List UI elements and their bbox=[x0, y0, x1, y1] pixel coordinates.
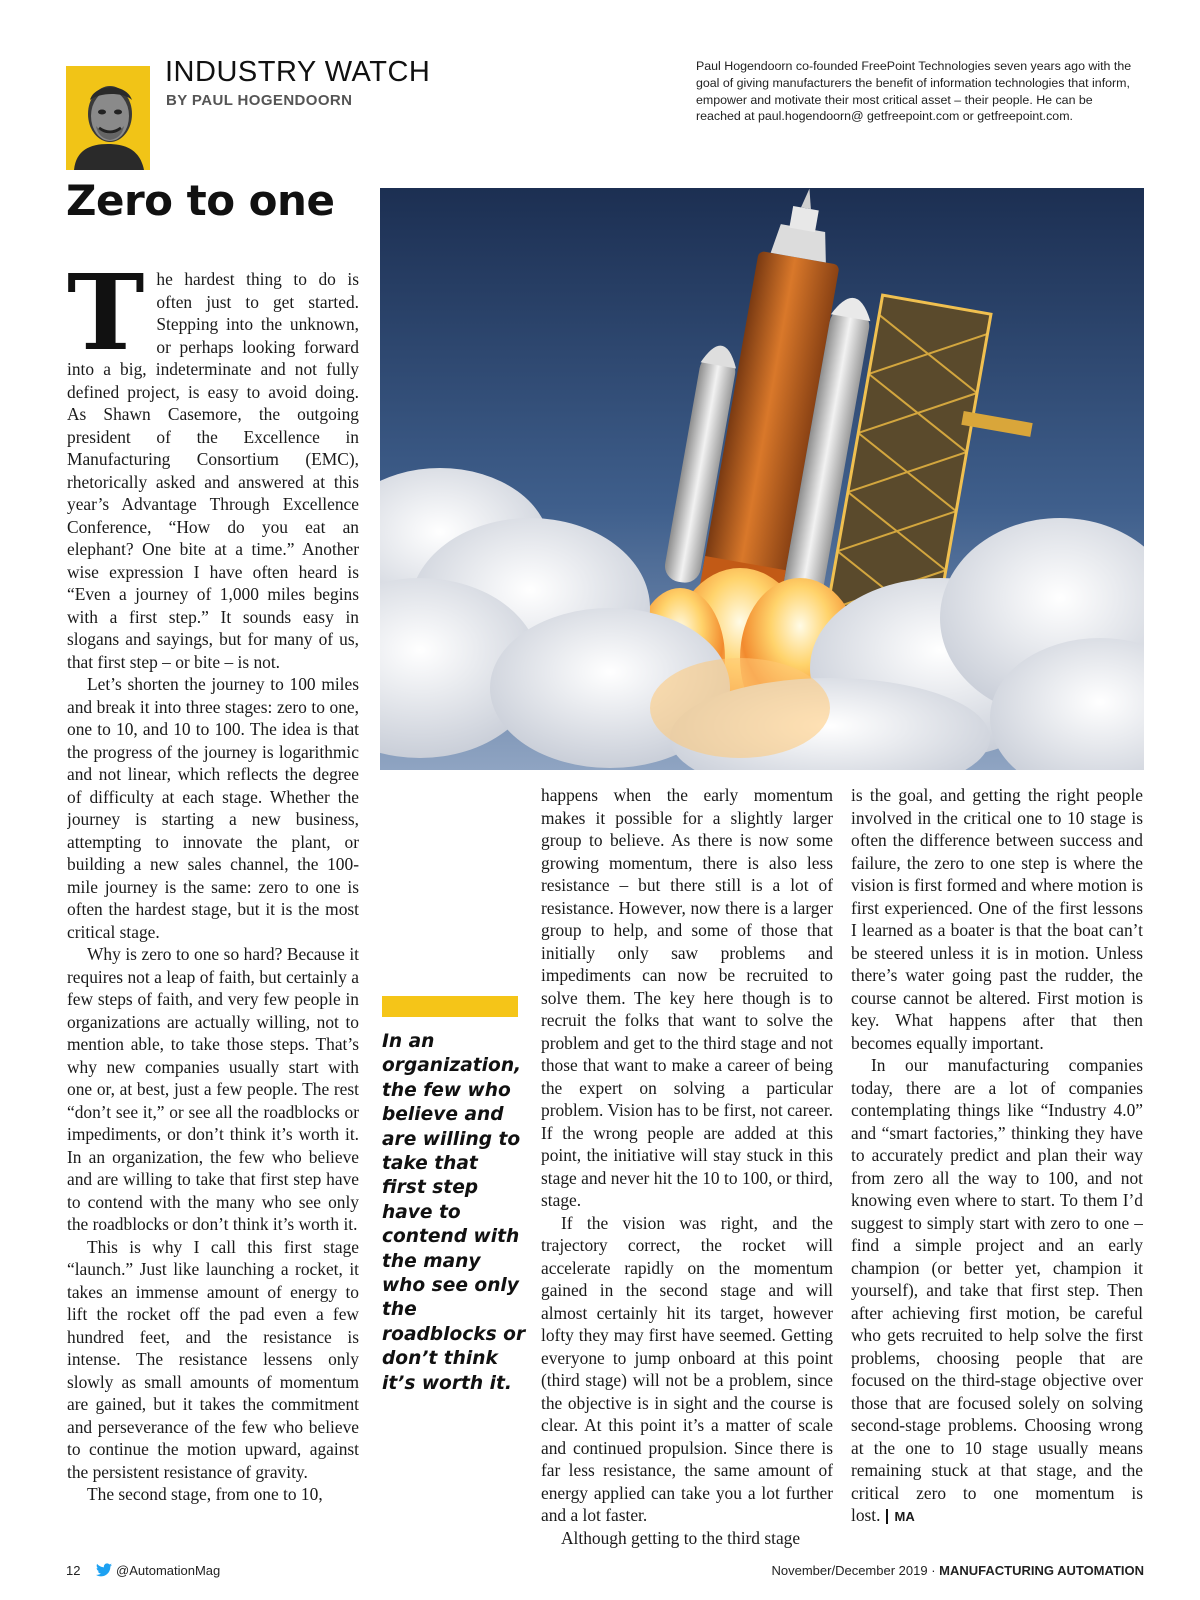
rocket-launch-image bbox=[380, 188, 1144, 770]
article-column-3 bbox=[851, 784, 1143, 1550]
author-photo bbox=[66, 66, 150, 170]
article-column-2 bbox=[541, 784, 833, 1550]
paragraph-2: Let’s shorten the journey to 100 miles and break it into three stages: zero to one, one to 10, and 10 to 100. The idea is that the progress of the journey is logarithmic and not linear, which reflects the degree of difficulty at each stage. Whether the journey is starting a new business, attempting to innovate the plant, or building a new sales channel, the 100-mile journey is the same: zero to one is often the hardest stage, but it is the most critical stage. bbox=[67, 674, 359, 942]
drop-cap: T bbox=[67, 268, 145, 374]
paragraph-1 bbox=[67, 268, 359, 673]
end-mark: MA bbox=[886, 1509, 914, 1524]
paragraph-6: If the vision was right, and the trajectory correct, the rocket will accelerate rapidly on the momentum gained in the second stage and will almost certainly hit its target, however lofty they may first have seemed. Getting everyone to jump onboard at this point (third stage) will not be a problem, since the objective is in sight and the course is clear. At this point it’s a matter of scale and continued propulsion. Since there is far less resistance, the same amount of energy applied can take you a lot further and a lot faster. bbox=[541, 1212, 833, 1525]
article-headline: Zero to one bbox=[66, 176, 335, 225]
social-handle: @AutomationMag bbox=[116, 1563, 221, 1578]
page-number: 12 bbox=[66, 1563, 81, 1578]
pull-quote: In an organization, the few who believe and are willing to take that first step have to contend with the many who see only the roadblocks or don’t think it’s worth it. bbox=[382, 1031, 526, 1394]
magazine-name: MANUFACTURING AUTOMATION bbox=[939, 1563, 1144, 1578]
paragraph-4: This is why I call this first stage “launch.” Just like launching a rocket, it takes an immense amount of energy to lift the rocket off the pad even a few hundred feet, and the resistance is intense. The resistance lessens only slowly as small amounts of momentum are gained, but it takes the commitment and perseverance of the few who believe to continue the motion upward, against the persistent resistance of gravity. bbox=[67, 1236, 359, 1482]
issue-info bbox=[772, 1563, 1145, 1578]
paragraph-7-start: Although getting to the third stage bbox=[561, 1527, 801, 1548]
twitter-bird-icon bbox=[96, 1563, 112, 1577]
paragraph-3: Why is zero to one so hard? Because it requires not a leap of faith, but certainly a few steps of faith, and very few people in organizations are actually willing, not to mention able, to take those steps. That’s why new companies usually start with one or, at best, just a few people. The rest “don’t see it,” or see all the roadblocks or impediments, or don’t think it’s worth it. In an organization, the few who believe and are willing to take that first step have to contend with the many who see only the roadblocks or don’t think it’s worth it. bbox=[67, 944, 359, 1234]
column-name: INDUSTRY WATCH bbox=[165, 56, 431, 88]
paragraph-1-text: he hardest thing to do is often just to get started. Stepping into the unknown, or perhaps looking forward into a big, indeterminate and not fully defined project, is easy to avoid doing. As Shawn Casemore, the outgoing president of the Excellence in Manufacturing Consortium (EMC), rhetorically asked and answered at this year’s Advantage Through Excellence Conference, “How do you eat an elephant? One bite at a time.” Another wise expression I have often heard is “Even a journey of 1,000 miles begins with a first step.” It sounds easy in slogans and sayings, but for many of us, that first step – or bite – is not. bbox=[67, 269, 359, 672]
byline: BY PAUL HOGENDOORN bbox=[166, 92, 353, 109]
article-column-1 bbox=[67, 268, 359, 1550]
page-footer bbox=[66, 1563, 1144, 1583]
paragraph-8 bbox=[851, 1054, 1143, 1529]
paragraph-7-continued: is the goal, and getting the right people involved in the critical one to 10 stage is often the difference between success and failure, the zero to one step is where the vision is first formed and where motion is first experienced. One of the first lessons I learned as a boater is that the boat can’t be steered unless it is in motion. Unless there’s water going past the rudder, the course cannot be altered. First motion is key. What happens after that then becomes equally important. bbox=[851, 785, 1143, 1053]
paragraph-8-text: In our manufacturing companies today, there are a lot of companies contemplating things like “Industry 4.0” and “smart factories,” thinking they have to accurately predict and plan their way from zero all the way to 100, and not knowing even where to start. To them I’d suggest to simply start with zero to one – find a simple project and an early champion (or better yet, champion it yourself), and take that first step. Then after achieving first motion, be careful who gets recruited to help solve the first problems, choosing people that are focused on the third-stage objective over those that are focused solely on solving second-stage problems. Choosing wrong at the one to 10 stage usually means remaining stuck at that stage, and the critical zero to one momentum is lost. bbox=[851, 1055, 1143, 1525]
issue-date: November/December 2019 · bbox=[771, 1563, 940, 1578]
pull-quote-accent-bar bbox=[382, 996, 518, 1017]
paragraph-5-continued: happens when the early momentum makes it possible for a slightly larger group to believe. As there is now some growing momentum, there is also less resistance – but there still is a lot of resistance. However, now there is a larger group to help, and some of those that initially only saw problems and impediments can now be recruited to solve them. The key here though is to recruit the folks that want to solve the problem and get to the third stage and not those that want to make a career of being the expert on solving a particular problem. Vision has to be first, not career. If the wrong people are added at this point, the initiative will stay stuck in this stage and never hit the 10 to 100, or third, stage. bbox=[541, 785, 833, 1210]
paragraph-5-start: The second stage, from one to 10, bbox=[87, 1484, 323, 1504]
author-bio: Paul Hogendoorn co-founded FreePoint Technologies seven years ago with the goal of giving manufacturers the benefit of information technologies that inform, empower and motivate their most critical asset – their people. He can be reached at paul.hogendoorn@ getfreepoint.com or getfreepoint.com. bbox=[696, 59, 1132, 124]
